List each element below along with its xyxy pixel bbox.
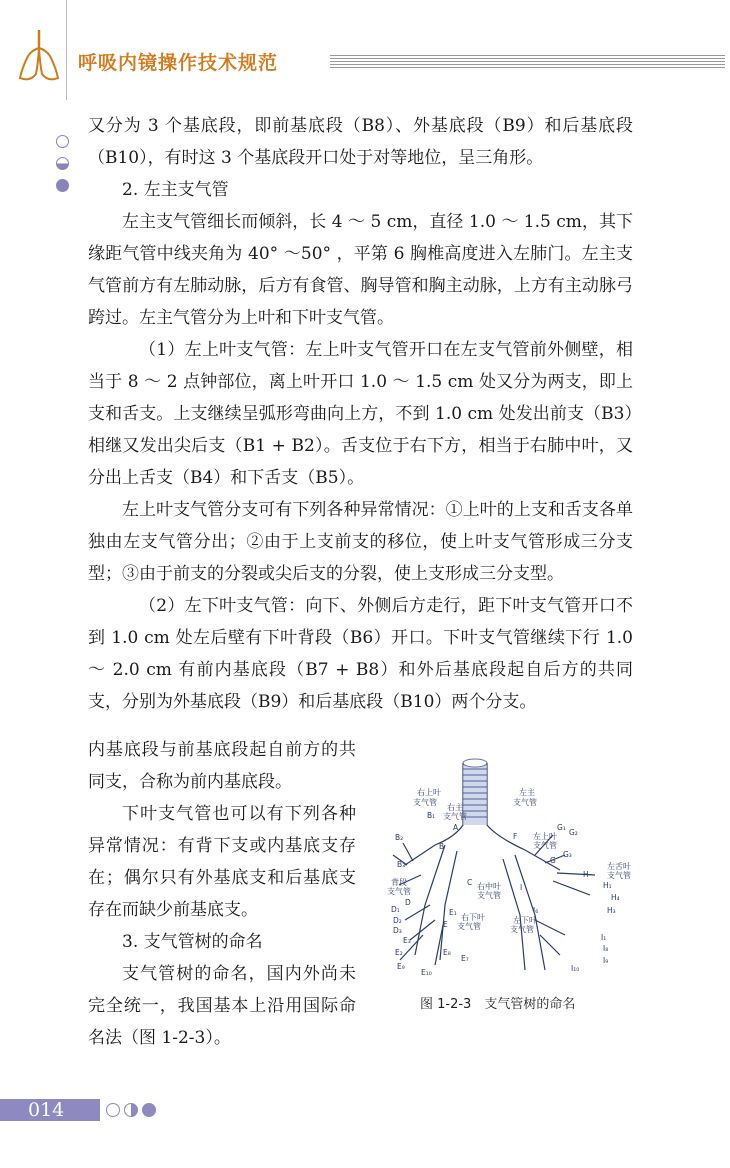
paragraph: 又分为 3 个基底段，即前基底段（B8）、外基底段（B9）和后基底段（B10），有时这 3 个基底段开口处于对等地位，呈三角形。 [88,116,633,168]
label-left-upper: 左上叶 [533,832,557,841]
label-right-upper: 支气管 [413,798,437,807]
letter-label: B₁ [427,811,436,820]
label-left-main: 支气管 [513,798,537,807]
lungs-logo-icon [8,28,70,84]
letter-label: I₈ [603,944,609,953]
label-lingula: 支气管 [607,871,631,880]
side-decoration-dots [56,135,69,201]
letter-label: E₃ [403,936,411,945]
letter-label: I₉ [603,956,609,965]
body-text-lower [88,734,356,1054]
label-left-upper: 支气管 [533,841,557,850]
letter-label: D₁ [391,905,400,914]
letter-label: E₇ [461,954,469,963]
label-right-middle: 支气管 [477,891,501,900]
paragraph: （2）左下叶支气管：向下、外侧后方走行，距下叶支气管开口不到 1.0 cm 处左后壁有下叶背段（B6）开口。下叶支气管继续下行 1.0 ～ 2.0 cm 有前内基底段（B7 + B8）和外后基底段起自后方的共同支，分别为外基底段（B9）和后基底段（B10）两个分支。 [88,596,633,712]
label-right-lower: 支气管 [457,922,481,931]
letter-label: H₃ [607,906,616,915]
label-left-lower: 支气管 [510,925,534,934]
section-heading: 3. 支气管树的命名 [122,932,263,952]
label-dorsal: 支气管 [387,887,411,896]
label-left-main: 左主 [519,788,535,797]
letter-label: E₁ [449,908,457,917]
bronchial-tree-figure [385,755,655,990]
letter-label: D₂ [393,916,402,925]
half-circle-icon [124,1103,138,1117]
letter-label: F [513,832,518,841]
letter-label: D₃ [393,926,402,935]
half-circle-icon [56,157,69,170]
label-right-upper: 右上叶 [417,788,441,797]
page-number: 014 [28,1099,65,1121]
label-right-middle: 右中叶 [477,882,501,891]
footer-decoration-dots [106,1103,156,1117]
label-left-lower: 左下叶 [513,916,537,925]
page-header [0,0,730,100]
letter-label: H₁ [603,881,612,890]
letter-label: E₂ [395,948,403,957]
letter-label: H [583,870,589,879]
letter-label: G₁ [557,823,566,832]
paragraph: 内基底段与前基底段起自前方的共同支，合称为前内基底段。 [88,740,356,792]
paragraph: （1）左上叶支气管：左上叶支气管开口在左支气管前外侧壁，相当于 8 ～ 2 点钟部位，离上叶开口 1.0 ～ 1.5 cm 处又分为两支，即上支和舌支。上支继续呈弧形弯曲向上方，不到 1.0 cm 处发出前支（B3）相继又发出尖后支（B1 + B2）。舌支位于右下方，相当于右肺中叶，又分出上舌支（B4）和下舌支（B5）。 [88,340,633,488]
label-right-lower: 右下叶 [461,913,485,922]
header-stripes [330,55,725,69]
letter-label: G [550,856,556,865]
empty-circle-icon [106,1103,120,1117]
letter-label: B [439,842,445,851]
paragraph: 下叶支气管也可以有下列各种异常情况：有背下支或内基底支存在；偶尔只有外基底支和后基底支存在而缺少前基底支。 [88,804,356,920]
label-right-main: 支气管 [443,812,467,821]
section-heading: 2. 左主支气管 [122,180,229,200]
label-dorsal: 背段 [391,878,407,887]
page-footer [0,1099,730,1121]
letter-label: D [405,898,411,907]
label-right-main: 右主 [447,803,463,812]
letter-label: E₉ [397,962,405,971]
body-text [88,110,633,718]
filled-circle-icon [142,1103,156,1117]
letter-label: I₁ [601,933,607,942]
book-title: 呼吸内镜操作技术规范 [78,52,279,74]
letter-label: I₆ [533,906,539,915]
label-lingula: 左舌叶 [607,862,631,871]
letter-label: E₁₀ [421,968,432,977]
letter-label: E [443,920,448,929]
letter-label: G₂ [569,828,578,837]
paragraph: 左主支气管细长而倾斜，长 4 ～ 5 cm，直径 1.0 ～ 1.5 cm，其下缘距气管中线夹角为 40° ～50° ，平第 6 胸椎高度进入左肺门。左主支气管前方有左肺动脉，后方有食管、胸导管和胸主动脉，上方有主动脉弓跨过。左主气管分为上叶和下叶支气管。 [88,212,633,328]
letter-label: C [467,878,473,887]
letter-label: A [453,823,459,832]
letter-label: B₃ [397,860,406,869]
letter-label: B₂ [395,833,404,842]
paragraph: 支气管树的命名，国内外尚未完全统一，我国基本上沿用国际命名法（图 1-2-3）。 [88,964,356,1048]
letter-label: E₈ [443,948,451,957]
paragraph: 左上叶支气管分支可有下列各种异常情况：①上叶的上支和舌支各单独由左支气管分出；②由于上支前支的移位，使上叶支气管形成三分支型；③由于前支的分裂或尖后支的分裂，使上支形成三分支型。 [88,500,633,584]
empty-circle-icon [56,135,69,148]
figure-caption: 图 1-2-3 支气管树的命名 [420,997,576,1012]
letter-label: I₁₀ [571,964,580,973]
letter-label: I [520,883,523,892]
letter-label: G₃ [563,850,572,859]
letter-label: H₄ [611,893,620,902]
filled-circle-icon [56,179,69,192]
